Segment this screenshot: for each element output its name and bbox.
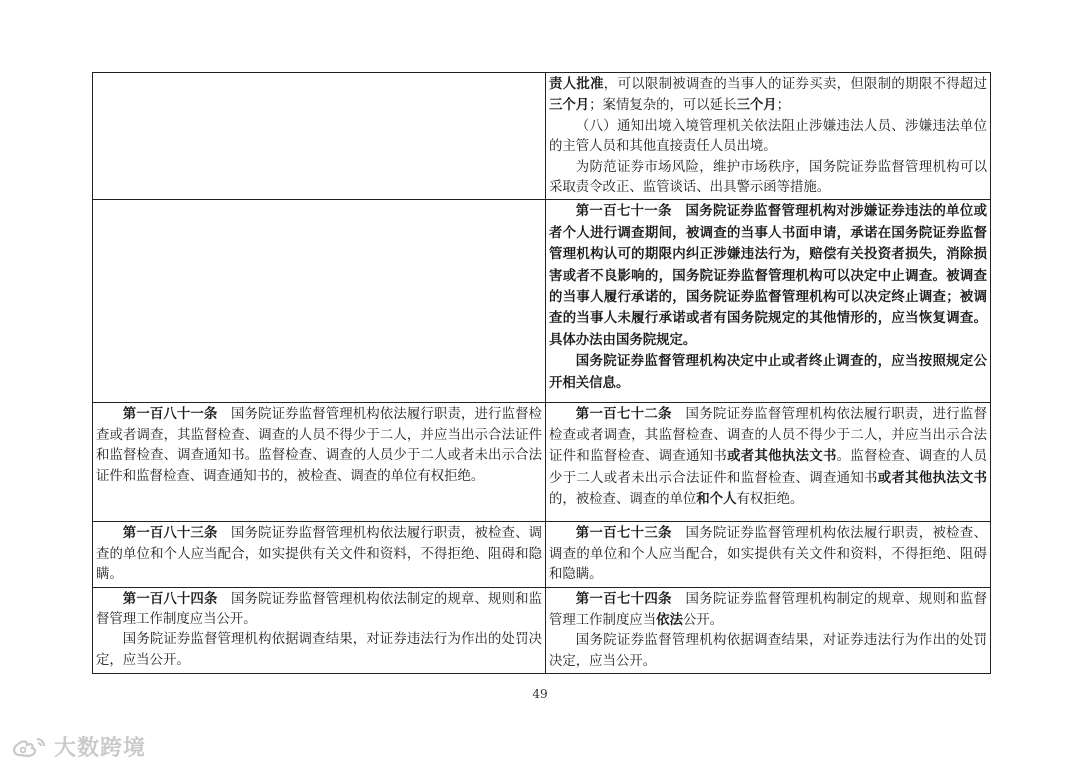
old-text-cell <box>93 522 546 587</box>
new-text-cell <box>546 200 991 403</box>
paragraph <box>96 630 542 671</box>
bold-text: 国务院证券监督管理机构决定中止或者终止调查的，应当按照规定公开相关信息。 <box>549 353 987 391</box>
bold-text: 第一百八十四条 <box>122 590 218 607</box>
table-row <box>93 73 991 200</box>
table-row <box>93 522 991 587</box>
text-run: 国务院证券监督管理机构依法履行职责，进行监督检查或者调查，其监督检查、调查的人员不得少于二人，并应当出示合法证件和监督检查、调查通知书 <box>549 407 988 465</box>
paragraph <box>549 589 987 632</box>
old-text-cell <box>93 200 546 403</box>
paragraph <box>549 404 987 510</box>
text-run: 国务院证券监督管理机构依法履行职责，被检查、调查的单位和个人应当配合，如实提供有关文件和资料，不得拒绝、阻碍和隐瞒。 <box>549 526 988 583</box>
bold-text: 第一百八十一条 <box>122 406 218 423</box>
new-text-cell <box>546 522 991 587</box>
paragraph <box>96 523 542 585</box>
new-text-cell <box>546 587 991 674</box>
paragraph <box>549 74 987 117</box>
paragraph <box>549 631 987 672</box>
comparison-table <box>92 72 991 674</box>
paragraph <box>549 351 987 394</box>
bold-text: 第一百七十二条 <box>575 406 672 423</box>
table-row <box>93 587 991 674</box>
text-run: 。监督检查、调查的人员少于二人或者未出示合法证件和监督检查、调查通知书 <box>549 449 988 486</box>
new-text-cell <box>546 403 991 522</box>
old-text-cell <box>93 587 546 674</box>
new-text-cell <box>546 73 991 200</box>
text-run: ，可以限制被调查的当事人的证券买卖，但限制的期限不得超过 <box>603 77 988 92</box>
text-run: 有权拒绝。 <box>736 492 804 508</box>
text-run: 国务院证券监督管理机构制定的规章、规则和监督管理工作制度应当 <box>549 591 988 629</box>
bold-text: 或者其他执法文书 <box>877 469 988 486</box>
table-row <box>93 403 991 522</box>
bold-text: 第一百七十四条 <box>575 590 672 607</box>
text-run: 国务院证券监督管理机构依据调查结果，对证券违法行为作出的处罚决定，应当公开。 <box>96 632 542 668</box>
bold-text: 第一百八十三条 <box>122 525 218 542</box>
text-run: ； <box>776 98 791 114</box>
table-row <box>93 200 991 403</box>
watermark-text: 大数跨境 <box>54 736 147 761</box>
text-run: 的，被检查、调查的单位 <box>549 492 697 508</box>
text-run: 国务院证券监督管理机构依法制定的规章、规则和监督管理工作制度应当公开。 <box>96 591 543 628</box>
paragraph <box>549 523 987 585</box>
paragraph <box>96 404 542 487</box>
old-text-cell <box>93 73 546 200</box>
watermark <box>10 731 146 762</box>
paragraph <box>549 158 987 199</box>
bold-text: 三个月 <box>736 97 777 114</box>
text-run: 国务院证券监督管理机构依法履行职责，进行监督检查或者调查，其监督检查、调查的人员不得少于二人，并应当出示合法证件和监督检查、调查通知书。监督检查、调查的人员少于二人或者未出示合法证件和监督检查、调查通知书的，被检查、调查的单位有权拒绝。 <box>96 407 543 484</box>
old-text-cell <box>93 403 546 522</box>
paragraph <box>549 117 987 158</box>
text-run: （八）通知出境入境管理机关依法阻止涉嫌违法人员、涉嫌违法单位的主管人员和其他直接责任人员出境。 <box>549 118 987 155</box>
bold-text: 第一百七十一条 国务院证券监督管理机构对涉嫌证券违法的单位或者个人进行调查期间，被调查的当事人书面申请，承诺在国务院证券监督管理机构认可的期限内纠正涉嫌违法行为，赔偿有关投资者损失，消除损害或者不良影响的，国务院证券监督管理机构可以决定中止调查。被调查的当事人履行承诺的，国务院证券监督管理机构可以决定终止调查；被调查的当事人未履行承诺或者有国务院规定的其他情形的，应当恢复调查。具体办法由国务院规定。 <box>549 203 987 348</box>
bold-text: 第一百七十三条 <box>575 525 672 542</box>
bold-text: 或者其他执法文书 <box>727 448 837 465</box>
text-run: 公开。 <box>682 613 724 629</box>
bold-text: 责人批准 <box>549 76 604 92</box>
text-run: 国务院证券监督管理机构依法履行职责，被检查、调查的单位和个人应当配合，如实提供有关文件和资料，不得拒绝、阻碍和隐瞒。 <box>96 526 543 583</box>
bold-text: 三个月 <box>549 97 590 114</box>
paragraph <box>549 201 987 351</box>
bold-text: 依法 <box>656 612 683 629</box>
weibo-logo-icon <box>10 735 50 759</box>
paragraph <box>96 589 542 631</box>
bold-text: 和个人 <box>696 491 737 508</box>
text-run: ；案情复杂的，可以延长 <box>589 98 737 114</box>
text-run: 为防范证券市场风险，维护市场秩序，国务院证券监督管理机构可以采取责令改正、监管谈话、出具警示函等措施。 <box>549 159 987 196</box>
page-number: 49 <box>532 687 548 701</box>
text-run: 国务院证券监督管理机构依据调查结果，对证券违法行为作出的处罚决定，应当公开。 <box>549 633 987 669</box>
